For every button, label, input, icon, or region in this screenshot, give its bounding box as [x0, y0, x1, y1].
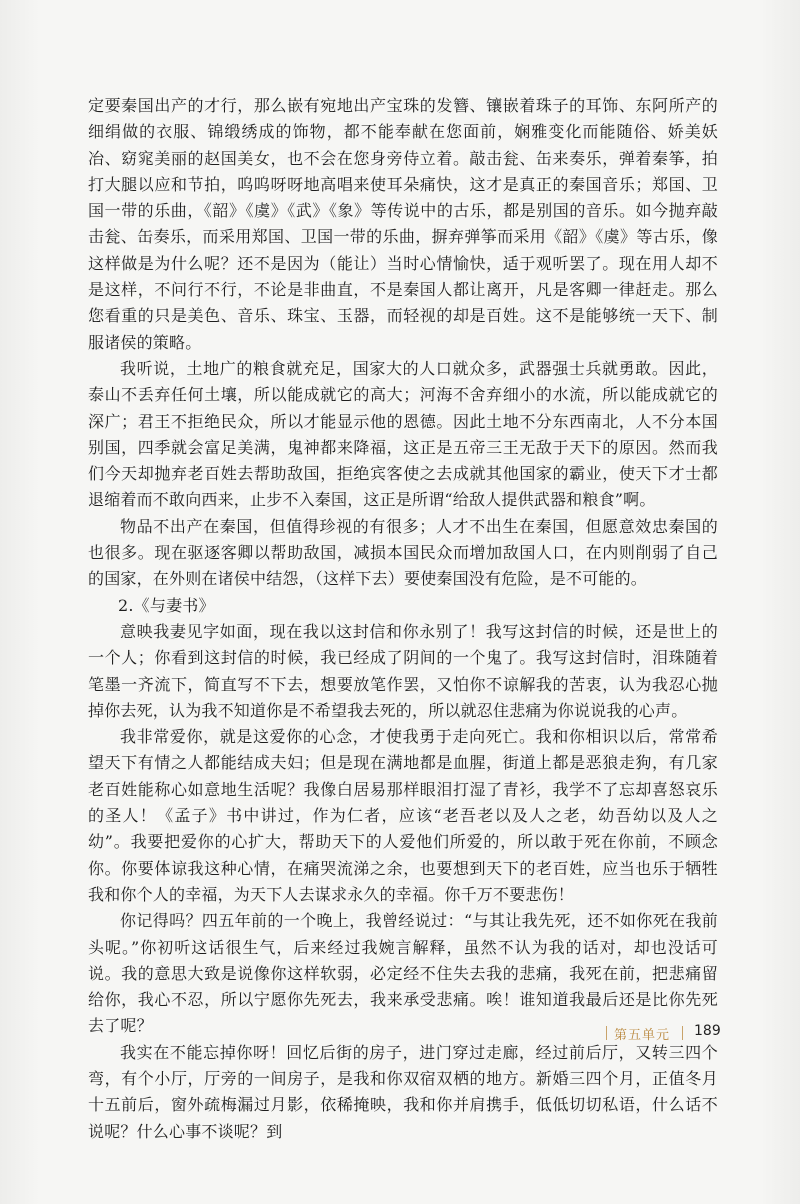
paragraph: 我实在不能忘掉你呀！回忆后街的房子，进门穿过走廊，经过前后厅，又转三四个弯，有个小厅，厅旁的一间房子，是我和你双宿双栖的地方。新婚三四个月，正值冬月十五前后，窗外疏梅漏过月影，依稀掩映，我和你并肩携手，低低切切私语，什么话不说呢？什么心事不谈呢？到	[88, 1042, 718, 1141]
section-heading: 2.《与妻书》	[118, 595, 215, 615]
paragraph: 你记得吗？四五年前的一个晚上，我曾经说过：“与其让我先死，还不如你死在我前头呢。”你初听这话很生气，后来经过我婉言解释，虽然不认为我的话对，却也没话可说。我的意思大致是说像你这样软弱，必定经不住失去我的悲痛，我死在前，把悲痛留给你，我心不忍，所以宁愿你先死去，我来承受悲痛。唉！谁知道我最后还是比你先死去了呢？	[88, 911, 718, 1036]
paragraph-continued: 定要秦国出产的才行，那么嵌有宛地出产宝珠的发簪、镶嵌着珠子的耳饰、东阿所产的细绢做的衣服、锦缎绣成的饰物，都不能奉献在您面前，娴雅变化而能随俗、娇美妖冶、窈窕美丽的赵国美女，也不会在您身旁侍立着。敲击瓮、缶来奏乐，弹着秦筝，拍打大腿以应和节拍，呜呜呀呀地高唱来使耳朵痛快，这才是真正的秦国音乐；郑国、卫国一带的乐曲，《韶》《虞》《武》《象》等传说中的古乐，都是别国的音乐。如今抛弃敲击瓮、缶奏乐，而采用郑国、卫国一带的乐曲，摒弃弹筝而采用《韶》《虞》等古乐，像这样做是为什么呢？还不是因为（能让）当时心情愉快，适于观听罢了。现在用人却不是这样，不问行不行，不论是非曲直，不是秦国人都让离开，凡是客卿一律赶走。那么您看重的只是美色、音乐、珠宝、玉器，而轻视的却是百姓。这不是能够统一天下、制服诸侯的策略。	[88, 96, 718, 352]
paragraph: 物品不出产在秦国，但值得珍视的有很多；人才不出生在秦国，但愿意效忠秦国的也很多。现在驱逐客卿以帮助敌国，减损本国民众而增加敌国人口，在内则削弱了自己的国家，在外则在诸侯中结怨，（这样下去）要使秦国没有危险，是不可能的。	[88, 516, 718, 589]
body-text	[88, 93, 718, 1145]
page-number: 189	[694, 1023, 721, 1039]
footer-divider-left	[606, 1026, 607, 1040]
footer-divider-right	[682, 1026, 683, 1040]
page-footer	[600, 1022, 740, 1044]
paragraph: 意映我妻见字如面，现在我以这封信和你永别了！我写这封信的时候，还是世上的一个人；你看到这封信的时候，我已经成了阴间的一个鬼了。我写这封信时，泪珠随着笔墨一齐流下，简直写不下去，想要放笔作罢，又怕你不谅解我的苦衷，认为我忍心抛掉你去死，认为我不知道你是不希望我去死的，所以就忍住悲痛为你说说我的心声。	[88, 621, 718, 720]
paragraph: 我非常爱你，就是这爱你的心念，才使我勇于走向死亡。我和你相识以后，常常希望天下有情之人都能结成夫妇；但是现在满地都是血腥，街道上都是恶狼走狗，有几家老百姓能称心如意地生活呢？我像白居易那样眼泪打湿了青衫，我学不了忘却喜怒哀乐的圣人！《孟子》书中讲过，作为仁者，应该“老吾老以及人之老，幼吾幼以及人之幼”。我要把爱你的心扩大，帮助天下的人爱他们所爱的，所以敢于死在你前，不顾念你。你要体谅我这种心情，在痛哭流涕之余，也要想到天下的老百姓，应当也乐于牺牲我和你个人的幸福，为天下人去谋求永久的幸福。你千万不要悲伤！	[88, 727, 718, 904]
unit-label: 第五单元	[614, 1028, 671, 1043]
paragraph: 我听说，土地广的粮食就充足，国家大的人口就众多，武器强士兵就勇敢。因此，泰山不丢弃任何土壤，所以能成就它的高大；河海不舍弃细小的水流，所以能成就它的深广；君王不拒绝民众，所以才能显示他的恩德。因此土地不分东西南北，人不分本国别国，四季就会富足美满，鬼神都来降福，这正是五帝三王无敌于天下的原因。然而我们今天却抛弃老百姓去帮助敌国，拒绝宾客使之去成就其他国家的霸业，使天下才士都退缩着而不敢向西来，止步不入秦国，这正是所谓“给敌人提供武器和粮食”啊。	[88, 358, 718, 510]
